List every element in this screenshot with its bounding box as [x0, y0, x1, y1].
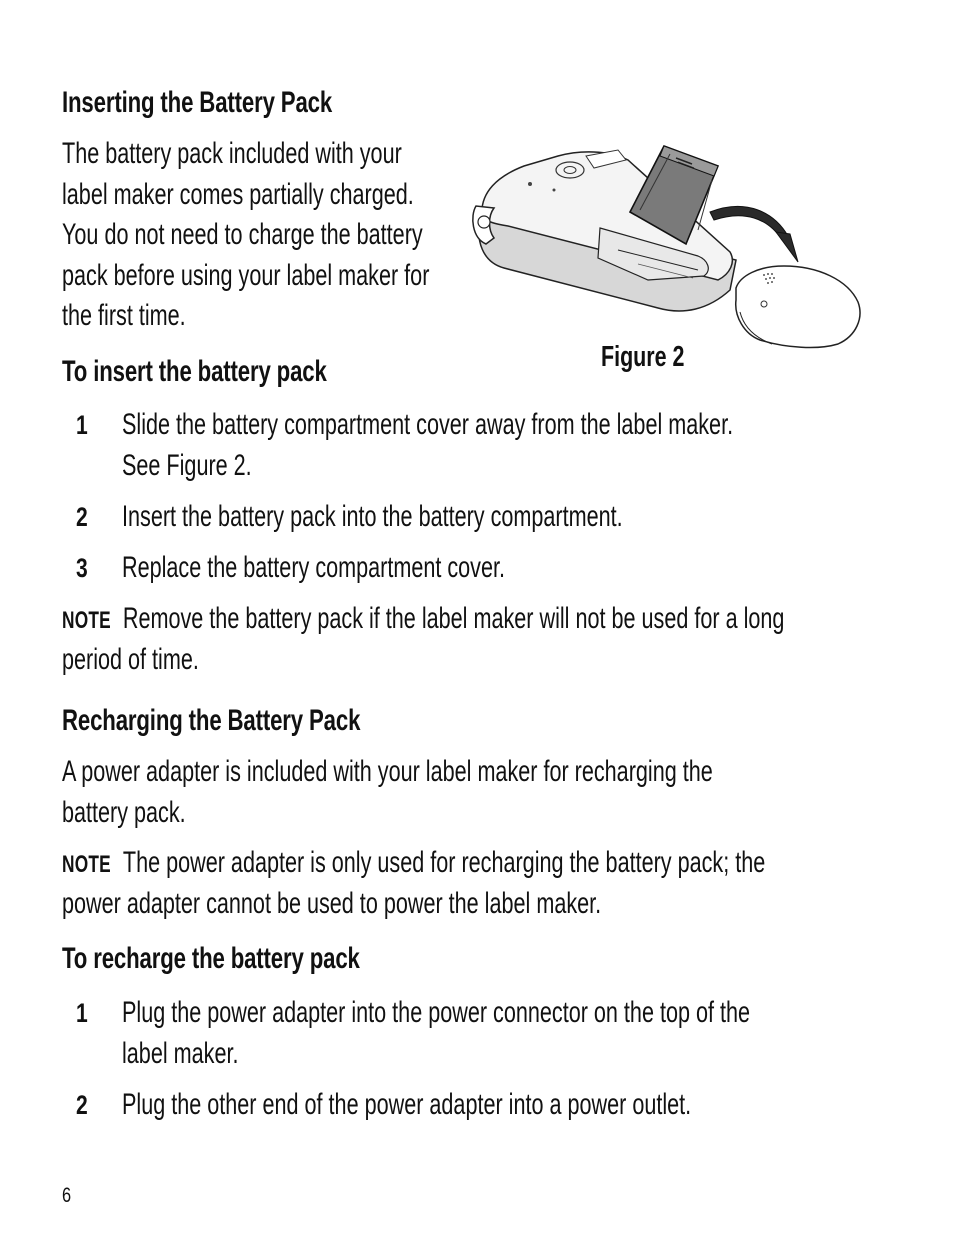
- intro-line: the first time.: [62, 299, 186, 332]
- figure-caption: Figure 2: [601, 341, 685, 373]
- step-text: Slide the battery compartment cover away from the label maker. See Figure 2.: [122, 408, 734, 482]
- battery-insertion-figure: [468, 140, 868, 355]
- recharge-intro-paragraph: A power adapter is included with your label maker for recharging the battery pack.: [62, 755, 713, 829]
- note-remove-battery: NOTE Remove the battery pack if the label maker will not be used for a long period of time.: [62, 602, 785, 676]
- step-number: 2: [76, 1090, 88, 1120]
- step-text: Replace the battery compartment cover.: [122, 551, 505, 584]
- step-text: Plug the other end of the power adapter into a power outlet.: [122, 1088, 692, 1121]
- note-label: NOTE: [62, 607, 111, 634]
- subheading-recharge: To recharge the battery pack: [62, 942, 360, 975]
- direction-arrow: [710, 206, 788, 240]
- intro-line: The battery pack included with your: [62, 137, 402, 170]
- intro-line: label maker comes partially charged.: [62, 177, 414, 211]
- step-number: 1: [76, 998, 88, 1028]
- step-number: 3: [76, 553, 88, 583]
- step-text: Insert the battery pack into the battery compartment.: [122, 500, 623, 533]
- battery-compartment-cover: [736, 266, 860, 347]
- intro-line: You do not need to charge the battery: [62, 218, 423, 251]
- step-text: Plug the power adapter into the power connector on the top of the label maker.: [122, 996, 751, 1070]
- intro-line: pack before using your label maker for: [62, 258, 430, 292]
- step-number: 1: [76, 410, 88, 440]
- section-heading-recharging: Recharging the Battery Pack: [62, 704, 361, 737]
- page-number: 6: [62, 1184, 72, 1207]
- subheading-insert: To insert the battery pack: [62, 355, 327, 388]
- step-number: 2: [76, 502, 88, 532]
- note-power-adapter: NOTE The power adapter is only used for recharging the battery pack; the power adapter cannot be used to power the label maker.: [62, 846, 766, 920]
- section-heading-inserting: Inserting the Battery Pack: [62, 86, 333, 119]
- note-label: NOTE: [62, 851, 111, 878]
